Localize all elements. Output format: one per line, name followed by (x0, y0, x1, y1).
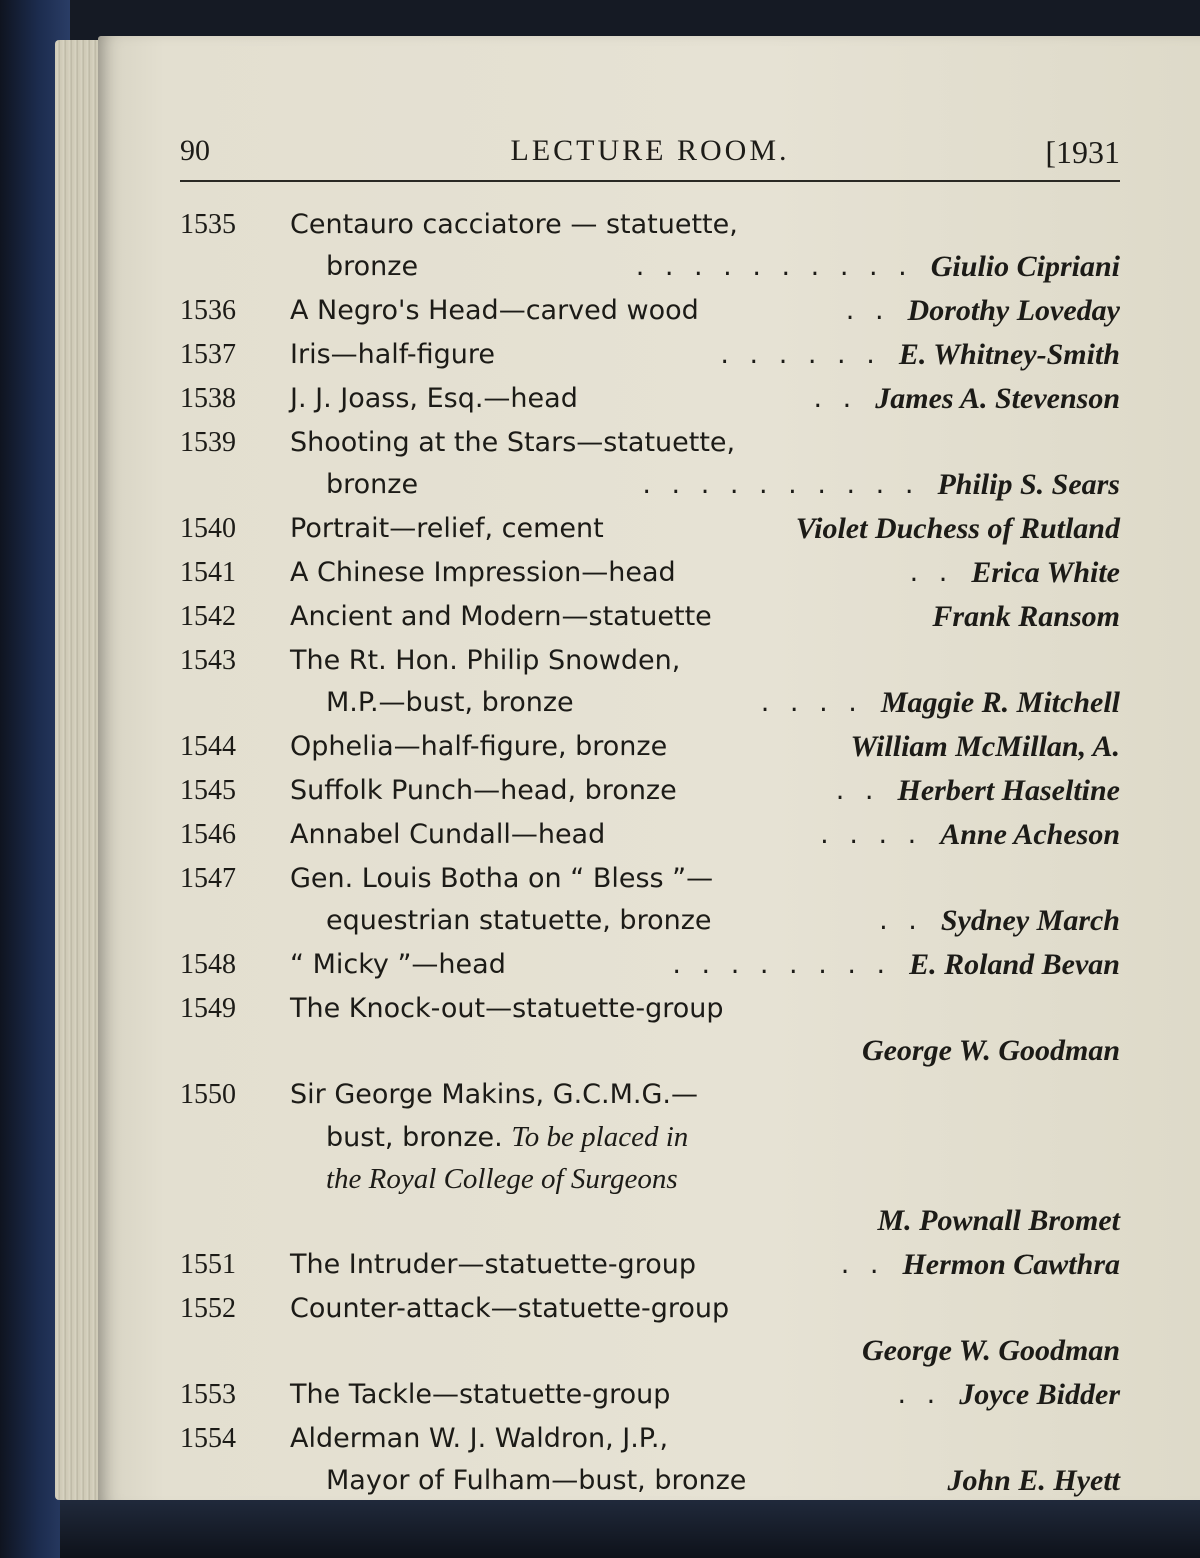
catalogue-entry (180, 596, 1120, 638)
dot-leader: . . (840, 1249, 885, 1280)
entry-title-text: M.P.—bust, bronze (326, 687, 574, 718)
entry-line (180, 1288, 1120, 1330)
entry-title-text: The Knock-out—statuette-group (290, 993, 724, 1024)
entry-number: 1551 (180, 1249, 236, 1280)
entry-title-text: Centauro cacciatore — statuette, (290, 209, 738, 240)
entry-line (180, 1418, 1120, 1460)
catalogue-entry (180, 552, 1120, 594)
entry-title (290, 988, 724, 1030)
entry-title (290, 1418, 668, 1460)
entry-line (180, 988, 1120, 1030)
year-label: [1931 (1045, 134, 1120, 170)
catalogue-entry (180, 1418, 1120, 1502)
catalogue-entry (180, 1288, 1120, 1372)
entry-title-text: Shooting at the Stars—statuette, (290, 427, 736, 458)
entry-number: 1544 (180, 731, 236, 762)
entry-number: 1538 (180, 383, 236, 414)
entry-line (180, 552, 1120, 594)
entry-line (180, 290, 1120, 332)
entry-note: To be placed in (511, 1121, 689, 1153)
entry-number: 1554 (180, 1423, 236, 1454)
entry-line (180, 640, 1120, 682)
entry-number: 1536 (180, 295, 236, 326)
dot-leader: . . (897, 1379, 942, 1410)
entry-title (290, 1288, 729, 1330)
artist-name: Erica White (971, 556, 1120, 589)
dot-leader: . . (845, 295, 890, 326)
entry-title (290, 290, 699, 332)
entry-number: 1550 (180, 1079, 236, 1110)
dot-leader: . . (909, 557, 954, 588)
catalogue-entry (180, 726, 1120, 768)
artist-name: Herbert Haseltine (897, 774, 1120, 807)
entry-title-text: bronze (326, 469, 419, 500)
entry-number: 1537 (180, 339, 236, 370)
entry-line (180, 464, 1120, 506)
artist-name: Anne Acheson (940, 818, 1120, 851)
catalogue-entry (180, 1374, 1120, 1416)
artist-name: George W. Goodman (861, 1334, 1120, 1367)
dot-leader: . . (813, 383, 858, 414)
entry-number: 1547 (180, 863, 236, 894)
entry-title (290, 596, 712, 638)
catalogue-entry (180, 640, 1120, 724)
artist-name: M. Pownall Bromet (877, 1204, 1120, 1237)
artist-name: Philip S. Sears (937, 468, 1120, 501)
entry-title-text: The Rt. Hon. Philip Snowden, (290, 645, 681, 676)
catalogue-entry (180, 988, 1120, 1072)
entry-number: 1545 (180, 775, 236, 806)
entry-title (290, 334, 495, 376)
entry-number: 1546 (180, 819, 236, 850)
entry-line (180, 378, 1120, 420)
artist-name: James A. Stevenson (875, 382, 1120, 415)
entry-title-text: The Intruder—statuette-group (290, 1249, 696, 1280)
dot-leader: . . . . . . . . (672, 949, 892, 980)
artist-name: Frank Ransom (932, 600, 1120, 633)
catalogue-entry (180, 334, 1120, 376)
entry-title-text: the Royal College of Surgeons (326, 1163, 678, 1195)
catalogue-entry (180, 770, 1120, 812)
entry-title (290, 858, 713, 900)
entry-title (290, 1374, 670, 1416)
entry-title-text: Ophelia—half-figure, bronze (290, 731, 668, 762)
entry-number: 1539 (180, 427, 236, 458)
entry-number: 1535 (180, 209, 236, 240)
entry-line (180, 246, 1120, 288)
entry-number: 1541 (180, 557, 236, 588)
entry-title-text: Alderman W. J. Waldron, J.P., (290, 1423, 669, 1454)
entry-line (180, 726, 1120, 768)
artist-name: Joyce Bidder (959, 1378, 1120, 1411)
catalogue-entry (180, 814, 1120, 856)
artist-name: Sydney March (940, 904, 1120, 937)
artist-name: E. Roland Bevan (909, 948, 1120, 981)
entry-title (290, 508, 604, 550)
entry-number: 1540 (180, 513, 236, 544)
entry-number: 1552 (180, 1293, 236, 1324)
artist-name: William McMillan, A. (850, 730, 1120, 763)
dot-leader: . . . . . . . . . . (642, 469, 920, 500)
entry-line (180, 858, 1120, 900)
catalogue-entries (180, 204, 1120, 1504)
entry-title-text: bronze (326, 251, 419, 282)
entry-title-text: equestrian statuette, bronze (326, 905, 712, 936)
dot-leader: . . (879, 905, 923, 936)
artist-name: Violet Duchess of Rutland (795, 512, 1120, 545)
entry-title (326, 1460, 746, 1502)
entry-title (326, 1158, 678, 1200)
page-header (180, 134, 1120, 182)
entry-title (326, 900, 712, 942)
catalogue-entry (180, 944, 1120, 986)
entry-number: 1543 (180, 645, 236, 676)
entry-title (290, 640, 680, 682)
artist-name: Giulio Cipriani (930, 250, 1120, 283)
entry-line (180, 900, 1120, 942)
entry-title-text: A Chinese Impression—head (290, 557, 676, 588)
catalogue-entry (180, 290, 1120, 332)
entry-line (180, 596, 1120, 638)
entry-number: 1548 (180, 949, 236, 980)
entry-title (326, 464, 418, 506)
entry-line (180, 1244, 1120, 1286)
catalogue-entry (180, 204, 1120, 288)
entry-line (180, 1030, 1120, 1072)
entry-title-text: J. J. Joass, Esq.—head (290, 383, 578, 414)
header-rule (180, 180, 1120, 182)
dot-leader: . . . . (820, 819, 923, 850)
entry-title-text: bust, bronze. (326, 1122, 503, 1153)
entry-line (180, 814, 1120, 856)
catalogue-entry (180, 422, 1120, 506)
section-title: LECTURE ROOM. (510, 134, 790, 167)
entry-title-text: Sir George Makins, G.C.M.G.— (290, 1079, 698, 1110)
entry-title-text: A Negro's Head—carved wood (290, 295, 699, 326)
entry-line (180, 682, 1120, 724)
entry-title (290, 770, 677, 812)
entry-title-text: Mayor of Fulham—bust, bronze (326, 1465, 747, 1496)
entry-line (180, 770, 1120, 812)
entry-line (180, 1460, 1120, 1502)
catalogue-entry (180, 1074, 1120, 1242)
entry-title (290, 814, 605, 856)
entry-title-text: “ Micky ”—head (290, 949, 506, 980)
entry-title (290, 944, 506, 986)
entry-line (180, 1158, 1120, 1200)
artist-name: Maggie R. Mitchell (880, 686, 1120, 719)
entry-title-text: Suffolk Punch—head, bronze (290, 775, 677, 806)
entry-title-text: Ancient and Modern—statuette (290, 601, 712, 632)
artist-name: John E. Hyett (947, 1464, 1120, 1497)
dot-leader: . . . . (760, 687, 863, 718)
catalogue-entry (180, 378, 1120, 420)
entry-line (180, 944, 1120, 986)
dot-leader: . . . . . . (720, 339, 881, 370)
entry-title (290, 378, 578, 420)
entry-title (290, 1244, 696, 1286)
page-number: 90 (180, 134, 210, 167)
artist-name: Dorothy Loveday (907, 294, 1120, 327)
entry-title (290, 1074, 698, 1116)
artist-name: George W. Goodman (861, 1034, 1120, 1067)
entry-title-text: Portrait—relief, cement (290, 513, 604, 544)
catalogue-entry (180, 1244, 1120, 1286)
entry-title-text: The Tackle—statuette-group (290, 1379, 671, 1410)
entry-number: 1553 (180, 1379, 236, 1410)
entry-number: 1549 (180, 993, 236, 1024)
entry-line (180, 334, 1120, 376)
entry-title (290, 422, 735, 464)
artist-name: Hermon Cawthra (902, 1248, 1120, 1281)
dot-leader: . . . . . . . . . . (635, 251, 913, 282)
background-shadow (60, 1500, 1200, 1558)
entry-line (180, 1374, 1120, 1416)
entry-title-text: Iris—half-figure (290, 339, 495, 370)
entry-line (180, 1116, 1120, 1158)
entry-title (290, 552, 676, 594)
dot-leader: . . (835, 775, 880, 806)
entry-title (326, 682, 574, 724)
entry-line (180, 1330, 1120, 1372)
entry-line (180, 1074, 1120, 1116)
catalogue-entry (180, 858, 1120, 942)
entry-title (290, 204, 738, 246)
entry-title-text: Gen. Louis Botha on “ Bless ”— (290, 863, 714, 894)
entry-number: 1542 (180, 601, 236, 632)
entry-line (180, 1200, 1120, 1242)
entry-line (180, 422, 1120, 464)
entry-title (326, 246, 418, 288)
entry-title-text: Counter-attack—statuette-group (290, 1293, 730, 1324)
entry-line (180, 508, 1120, 550)
entry-title (326, 1116, 688, 1159)
entry-title (290, 726, 667, 768)
entry-title-text: Annabel Cundall—head (290, 819, 606, 850)
catalogue-entry (180, 508, 1120, 550)
entry-line (180, 204, 1120, 246)
artist-name: E. Whitney-Smith (898, 338, 1120, 371)
